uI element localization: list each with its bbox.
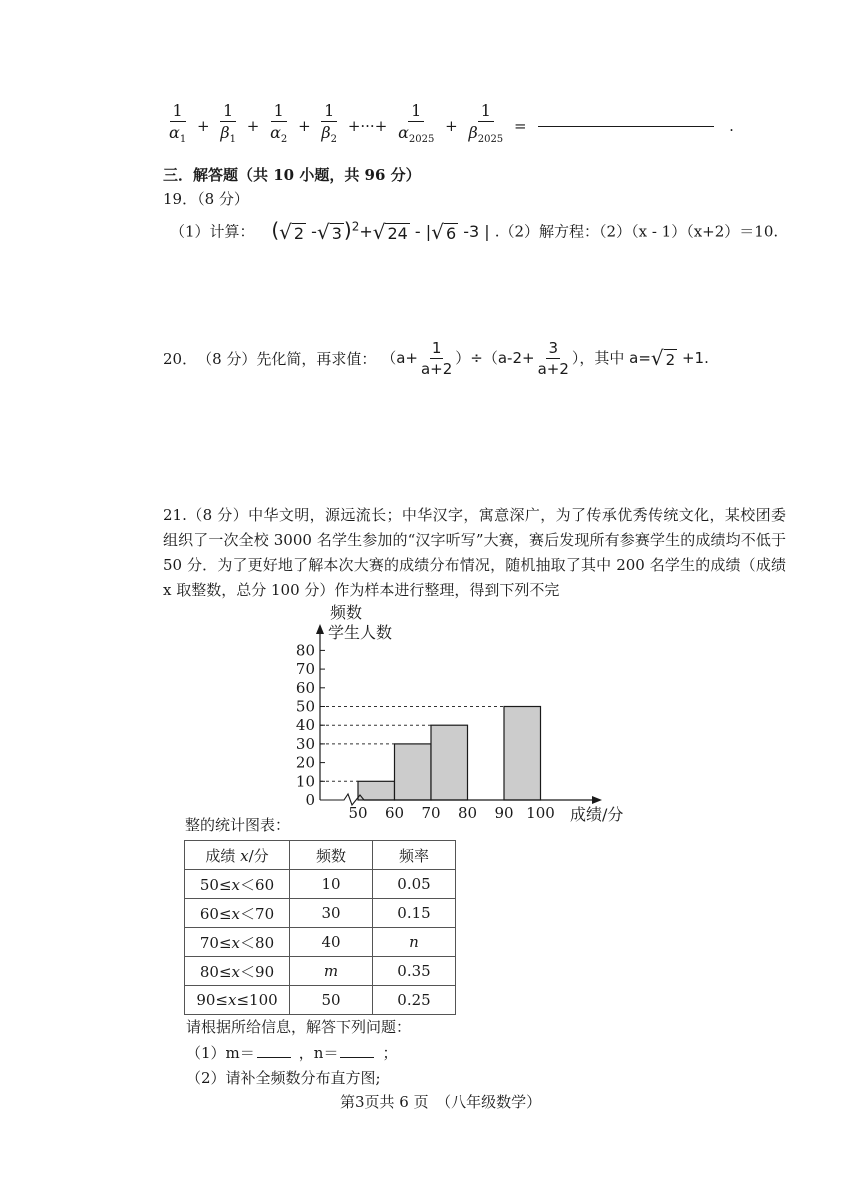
y-axis-arrow [316, 624, 324, 634]
page-footer: 第3页共 6 页 （八年级数学） [340, 1093, 542, 1111]
x-tick-label: 50 [348, 804, 368, 822]
q20-expression: （a+ $\frac{1}{a+2}$ ）÷（a-2+ $\frac{3}{a+2}$ ），其中 a= √ 2 +1. [381, 339, 709, 378]
term-1: $\frac{1}{\alpha_1}$ [169, 101, 187, 146]
x-axis-arrow [592, 796, 602, 804]
q18-expression: $\frac{1}{\alpha_1}$ + $\frac{1}{\beta_1}$ + $\frac{1}{\alpha_2}$ + $\frac{1}{\beta_2}$ +···+ $\frac{1}{\alpha_{2025}}$ + $\frac{1}{\beta_{2025}}$ = . [164, 101, 735, 151]
term-4: $\frac{1}{\beta_2}$ [321, 101, 338, 146]
q19-expression: ( √ 2 - √ 3 )$^2$+ √ 24 - | √ 6 -3 | [271, 218, 490, 244]
table-cell: 0.05 [373, 870, 456, 899]
question-2: （2）请补全频数分布直方图; [186, 1069, 381, 1087]
table-cell: 90≤x≤100 [185, 986, 290, 1015]
table-row [185, 870, 456, 899]
x-tick-label: 60 [384, 804, 405, 822]
questions-intro: 请根据所给信息，解答下列问题： [186, 1018, 412, 1036]
q20: 20． （8 分）先化简，再求值： （a+ $\frac{1}{a+2}$ ）÷（a-2+ $\frac{3}{a+2}$ ），其中 a= √ 2 +1. [163, 339, 709, 378]
x-tick-label: 100 [526, 804, 555, 822]
table-cell: 0.35 [373, 957, 456, 986]
x-tick-label: 90 [494, 804, 514, 822]
histogram-bar [431, 725, 468, 800]
x-axis-title: 成绩/分 [570, 805, 624, 824]
table-cell: 10 [290, 870, 373, 899]
q19-parts: （1）计算： ( √ 2 - √ 3 )$^2$+ √ 24 - | √ 6 -3 | .（2）解方程：（2）（x - 1）（x+2）＝10. [170, 218, 779, 244]
table-cell: 0.15 [373, 899, 456, 928]
x-tick-label: 80 [457, 804, 478, 822]
histogram-bar [358, 781, 395, 800]
table-row [185, 899, 456, 928]
y-tick-label: 70 [295, 660, 315, 679]
y-axis-title-line-2: 学生人数 [328, 623, 393, 642]
frequency-table [184, 840, 456, 1015]
table-row [185, 986, 456, 1015]
table-cell: 70≤x＜80 [185, 928, 290, 957]
y-tick-label: 60 [295, 678, 315, 697]
table-header-cell: 频率 [373, 841, 456, 870]
term-3: $\frac{1}{\alpha_2}$ [270, 101, 288, 146]
y-tick-label: 0 [305, 791, 315, 809]
y-tick-label: 50 [295, 697, 315, 716]
table-cell: n [373, 928, 456, 957]
q21-paragraph: 21.（8 分）中华文明，源远流长；中华汉字，寓意深广，为了传承优秀传统文化，某校团委组织了一次全校 3000 名学生参加的“汉字听写”大赛，赛后发现所有参赛学生的成绩均不低于 50 分．为了更好地了解本次大赛的成绩分布情况，随机抽取了其中 200 名学生的成绩（成绩 x 取整数，总分 100 分）作为样本进行整理，得到下列不完 [163, 506, 786, 599]
y-tick-label: 80 [295, 641, 315, 660]
table-header-row [185, 841, 456, 870]
table-cell: 80≤x＜90 [185, 957, 290, 986]
answer-blank[interactable] [538, 126, 714, 127]
y-tick-label: 30 [295, 734, 315, 753]
q19-head: 19．（8 分） [163, 190, 249, 208]
table-cell: 50 [290, 986, 373, 1015]
term-5: $\frac{1}{\alpha_{2025}}$ [398, 101, 435, 146]
table-cell: 50≤x＜60 [185, 870, 290, 899]
table-header-cell: 成绩 x/分 [185, 841, 290, 870]
table-row [185, 957, 456, 986]
term-6: $\frac{1}{\beta_{2025}}$ [468, 101, 504, 146]
section-heading: 三．解答题（共 10 小题，共 96 分） [163, 166, 421, 184]
n-blank[interactable] [340, 1043, 374, 1058]
table-cell: 30 [290, 899, 373, 928]
table-header-cell: 频数 [290, 841, 373, 870]
term-2: $\frac{1}{\beta_1}$ [220, 101, 236, 146]
table-cell: m [290, 957, 373, 986]
y-tick-label: 10 [295, 772, 315, 791]
y-tick-label: 20 [295, 753, 315, 772]
table-cell: 60≤x＜70 [185, 899, 290, 928]
question-1: （1）m＝ ，n＝ ； [186, 1044, 398, 1062]
histogram-bar [395, 744, 432, 800]
table-row [185, 928, 456, 957]
table-cell: 40 [290, 928, 373, 957]
frequency-histogram [260, 604, 640, 824]
y-axis-title-line-1: 频数 [330, 604, 363, 622]
histogram-bar [504, 707, 541, 801]
m-blank[interactable] [257, 1043, 291, 1058]
x-tick-label: 70 [421, 804, 441, 822]
q21-table-caption: 整的统计图表： [185, 816, 291, 834]
y-tick-label: 40 [295, 716, 315, 735]
table-cell: 0.25 [373, 986, 456, 1015]
